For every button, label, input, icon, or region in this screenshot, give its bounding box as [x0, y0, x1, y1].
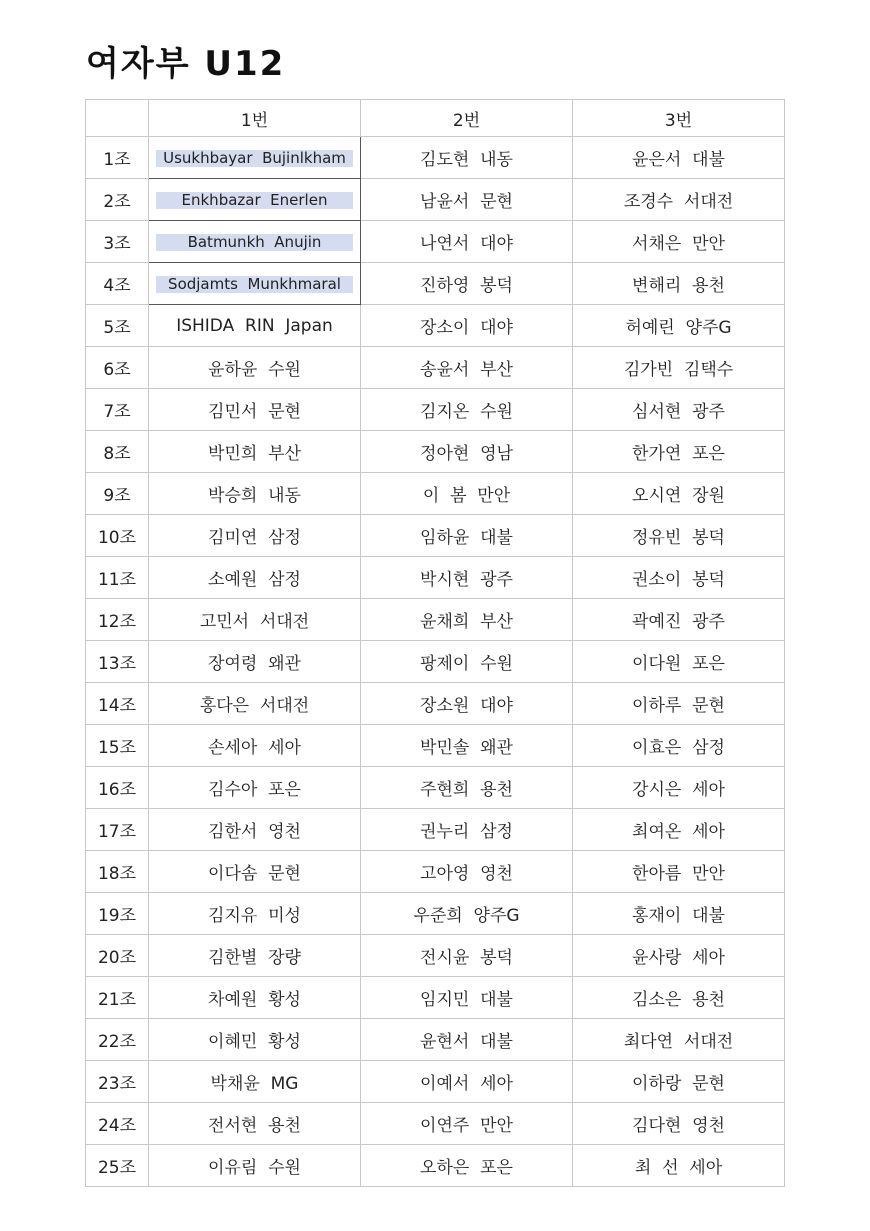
group-label: 6조: [86, 347, 149, 389]
table-row: [86, 221, 785, 263]
table-header-row: [86, 100, 785, 137]
player-cell-3: [573, 935, 785, 977]
player-cell-1: [149, 431, 361, 473]
player-name: 강시은 세아: [632, 780, 725, 800]
player-cell-3: [573, 683, 785, 725]
group-label: 25조: [86, 1145, 149, 1187]
table-row: [86, 137, 785, 179]
player-name: 손세아 세아: [208, 738, 301, 758]
player-cell-3: [573, 641, 785, 683]
group-label: 1조: [86, 137, 149, 179]
player-cell-1: [149, 1103, 361, 1145]
group-label: 13조: [86, 641, 149, 683]
player-name: 윤하윤 수원: [208, 360, 301, 380]
group-label: 17조: [86, 809, 149, 851]
player-name: 곽예진 광주: [632, 612, 725, 632]
player-cell-2: [361, 893, 573, 935]
group-label: 19조: [86, 893, 149, 935]
player-name: 김가빈 김택수: [623, 360, 734, 380]
player-name: 이다원 포은: [632, 654, 725, 674]
player-name: 김수아 포은: [208, 780, 301, 800]
highlighted-player-name: Usukhbayar Bujinlkham: [156, 150, 353, 167]
table-row: [86, 893, 785, 935]
player-cell-2: [361, 263, 573, 305]
player-cell-3: [573, 389, 785, 431]
player-name: 심서현 광주: [632, 402, 725, 422]
player-name: 전서현 용천: [208, 1116, 301, 1136]
player-cell-1: [149, 935, 361, 977]
table-row: [86, 347, 785, 389]
player-cell-1: [149, 347, 361, 389]
table-row: [86, 683, 785, 725]
player-name: 이혜민 황성: [208, 1032, 301, 1052]
group-label: 8조: [86, 431, 149, 473]
table-row: [86, 557, 785, 599]
player-cell-2: [361, 767, 573, 809]
player-cell-3: [573, 305, 785, 347]
player-name: 권누리 삼정: [420, 822, 513, 842]
table-row: [86, 1145, 785, 1187]
player-cell-2: [361, 641, 573, 683]
player-cell-1: [149, 557, 361, 599]
player-name: 박승희 내동: [208, 486, 301, 506]
header-corner: [86, 100, 149, 137]
table-row: [86, 1103, 785, 1145]
player-cell-1: [149, 1019, 361, 1061]
highlighted-player-name: Sodjamts Munkhmaral: [156, 276, 353, 293]
player-name: 박민솔 왜관: [420, 738, 513, 758]
player-cell-1: [149, 683, 361, 725]
player-cell-1: [149, 263, 361, 305]
player-name: 남윤서 문현: [420, 192, 513, 212]
player-cell-3: [573, 347, 785, 389]
player-cell-1: [149, 305, 361, 347]
group-label: 15조: [86, 725, 149, 767]
group-label: 16조: [86, 767, 149, 809]
player-cell-2: [361, 725, 573, 767]
player-name: 정아현 영남: [420, 444, 513, 464]
player-name: 김한별 장량: [208, 948, 301, 968]
player-name: 박민희 부산: [208, 444, 301, 464]
player-cell-3: [573, 473, 785, 515]
player-cell-1: [149, 977, 361, 1019]
player-name: 송윤서 부산: [420, 360, 513, 380]
table-row: [86, 641, 785, 683]
player-cell-2: [361, 557, 573, 599]
player-name: 조경수 서대전: [623, 192, 734, 212]
player-cell-2: [361, 221, 573, 263]
player-cell-2: [361, 1061, 573, 1103]
player-name: 정유빈 봉덕: [632, 528, 725, 548]
table-row: [86, 431, 785, 473]
player-cell-1: [149, 893, 361, 935]
player-name: 윤은서 대불: [632, 150, 725, 170]
group-table: [85, 99, 785, 1187]
player-name: 서채은 만안: [632, 234, 725, 254]
player-cell-2: [361, 305, 573, 347]
player-cell-1: [149, 473, 361, 515]
player-cell-1: [149, 389, 361, 431]
group-label: 12조: [86, 599, 149, 641]
player-cell-2: [361, 179, 573, 221]
player-cell-3: [573, 977, 785, 1019]
header-slot-1: 1번: [149, 100, 361, 137]
group-label: 14조: [86, 683, 149, 725]
group-label: 9조: [86, 473, 149, 515]
player-name: 팡제이 수원: [420, 654, 513, 674]
player-cell-3: [573, 1061, 785, 1103]
page-title: 여자부 U12: [86, 44, 286, 84]
player-name: 나연서 대야: [420, 234, 513, 254]
player-name: 김지유 미성: [208, 906, 301, 926]
player-cell-2: [361, 473, 573, 515]
player-name: 최여온 세아: [632, 822, 725, 842]
player-cell-2: [361, 935, 573, 977]
table-row: [86, 767, 785, 809]
player-name: 전시윤 봉덕: [420, 948, 513, 968]
table-row: [86, 599, 785, 641]
group-label: 11조: [86, 557, 149, 599]
table-row: [86, 977, 785, 1019]
player-name: 김도현 내동: [420, 150, 513, 170]
player-cell-2: [361, 851, 573, 893]
player-name: 오시연 장원: [632, 486, 725, 506]
table-row: [86, 473, 785, 515]
table-body: [86, 137, 785, 1187]
player-name: 이하랑 문현: [632, 1074, 725, 1094]
player-name: 장소원 대야: [420, 696, 513, 716]
player-cell-2: [361, 347, 573, 389]
player-cell-1: [149, 725, 361, 767]
player-name: 이연주 만안: [420, 1116, 513, 1136]
player-name: 한아름 만안: [632, 864, 725, 884]
player-name: 소예원 삼정: [208, 570, 301, 590]
player-cell-1: [149, 599, 361, 641]
player-name: 김지온 수원: [420, 402, 513, 422]
table-row: [86, 1061, 785, 1103]
player-cell-1: [149, 641, 361, 683]
player-cell-1: [149, 767, 361, 809]
group-label: 2조: [86, 179, 149, 221]
player-name: 박채윤 MG: [210, 1074, 299, 1094]
player-name: 고민서 서대전: [199, 612, 310, 632]
table-row: [86, 389, 785, 431]
header-slot-2: 2번: [361, 100, 573, 137]
player-cell-3: [573, 893, 785, 935]
player-name: 진하영 봉덕: [420, 276, 513, 296]
player-cell-1: [149, 179, 361, 221]
player-name: 이효은 삼정: [632, 738, 725, 758]
player-cell-2: [361, 137, 573, 179]
player-cell-3: [573, 557, 785, 599]
player-cell-3: [573, 515, 785, 557]
player-cell-3: [573, 1019, 785, 1061]
table-row: [86, 935, 785, 977]
player-name: 임하윤 대불: [420, 528, 513, 548]
player-cell-1: [149, 1061, 361, 1103]
player-cell-2: [361, 1145, 573, 1187]
player-name: 이다솜 문현: [208, 864, 301, 884]
player-name: 윤현서 대불: [420, 1032, 513, 1052]
player-cell-1: [149, 1145, 361, 1187]
player-cell-2: [361, 809, 573, 851]
player-cell-3: [573, 431, 785, 473]
player-name: 권소이 봉덕: [632, 570, 725, 590]
player-cell-2: [361, 431, 573, 473]
table-row: [86, 263, 785, 305]
player-name: 김미연 삼정: [208, 528, 301, 548]
player-name: ISHIDA RIN Japan: [176, 315, 333, 336]
player-name: 주현희 용천: [420, 780, 513, 800]
player-cell-3: [573, 809, 785, 851]
group-label: 24조: [86, 1103, 149, 1145]
group-label: 7조: [86, 389, 149, 431]
player-name: 장소이 대야: [420, 318, 513, 338]
player-cell-2: [361, 515, 573, 557]
player-cell-2: [361, 1019, 573, 1061]
player-name: 윤채희 부산: [420, 612, 513, 632]
group-label: 5조: [86, 305, 149, 347]
table-row: [86, 179, 785, 221]
player-name: 홍재이 대불: [632, 906, 725, 926]
table-row: [86, 515, 785, 557]
player-cell-3: [573, 221, 785, 263]
player-cell-1: [149, 851, 361, 893]
player-name: 임지민 대불: [420, 990, 513, 1010]
player-name: 최다연 서대전: [623, 1032, 734, 1052]
player-cell-1: [149, 137, 361, 179]
group-label: 22조: [86, 1019, 149, 1061]
player-cell-1: [149, 515, 361, 557]
player-name: 김민서 문현: [208, 402, 301, 422]
player-name: 이예서 세아: [420, 1074, 513, 1094]
group-label: 23조: [86, 1061, 149, 1103]
player-name: 이 봄 만안: [422, 486, 511, 506]
player-cell-2: [361, 389, 573, 431]
player-name: 김다현 영천: [632, 1116, 725, 1136]
player-name: 김소은 용천: [632, 990, 725, 1010]
group-label: 18조: [86, 851, 149, 893]
group-label: 3조: [86, 221, 149, 263]
table-row: [86, 305, 785, 347]
group-label: 20조: [86, 935, 149, 977]
player-cell-2: [361, 599, 573, 641]
player-name: 이유림 수원: [208, 1158, 301, 1178]
table-row: [86, 725, 785, 767]
player-name: 윤사랑 세아: [632, 948, 725, 968]
highlighted-player-name: Enkhbazar Enerlen: [156, 192, 353, 209]
player-cell-3: [573, 1145, 785, 1187]
player-cell-3: [573, 1103, 785, 1145]
player-cell-3: [573, 137, 785, 179]
highlighted-player-name: Batmunkh Anujin: [156, 234, 353, 251]
player-cell-2: [361, 977, 573, 1019]
header-slot-3: 3번: [573, 100, 785, 137]
player-cell-2: [361, 683, 573, 725]
player-name: 우준희 양주G: [413, 906, 520, 926]
player-name: 장여령 왜관: [208, 654, 301, 674]
player-cell-3: [573, 599, 785, 641]
player-name: 한가연 포은: [632, 444, 725, 464]
player-cell-1: [149, 809, 361, 851]
table-row: [86, 809, 785, 851]
player-cell-3: [573, 767, 785, 809]
player-cell-3: [573, 725, 785, 767]
player-cell-3: [573, 851, 785, 893]
player-name: 변해리 용천: [632, 276, 725, 296]
player-name: 김한서 영천: [208, 822, 301, 842]
player-name: 오하은 포은: [420, 1158, 513, 1178]
player-name: 고아영 영천: [420, 864, 513, 884]
player-cell-3: [573, 263, 785, 305]
group-label: 21조: [86, 977, 149, 1019]
player-name: 허예린 양주G: [625, 318, 732, 338]
table-row: [86, 851, 785, 893]
player-name: 차예원 황성: [208, 990, 301, 1010]
player-cell-2: [361, 1103, 573, 1145]
player-name: 홍다은 서대전: [199, 696, 310, 716]
player-cell-3: [573, 179, 785, 221]
player-name: 박시현 광주: [420, 570, 513, 590]
player-name: 이하루 문현: [632, 696, 725, 716]
table-row: [86, 1019, 785, 1061]
group-label: 4조: [86, 263, 149, 305]
player-cell-1: [149, 221, 361, 263]
group-label: 10조: [86, 515, 149, 557]
player-name: 최 선 세아: [634, 1158, 723, 1178]
